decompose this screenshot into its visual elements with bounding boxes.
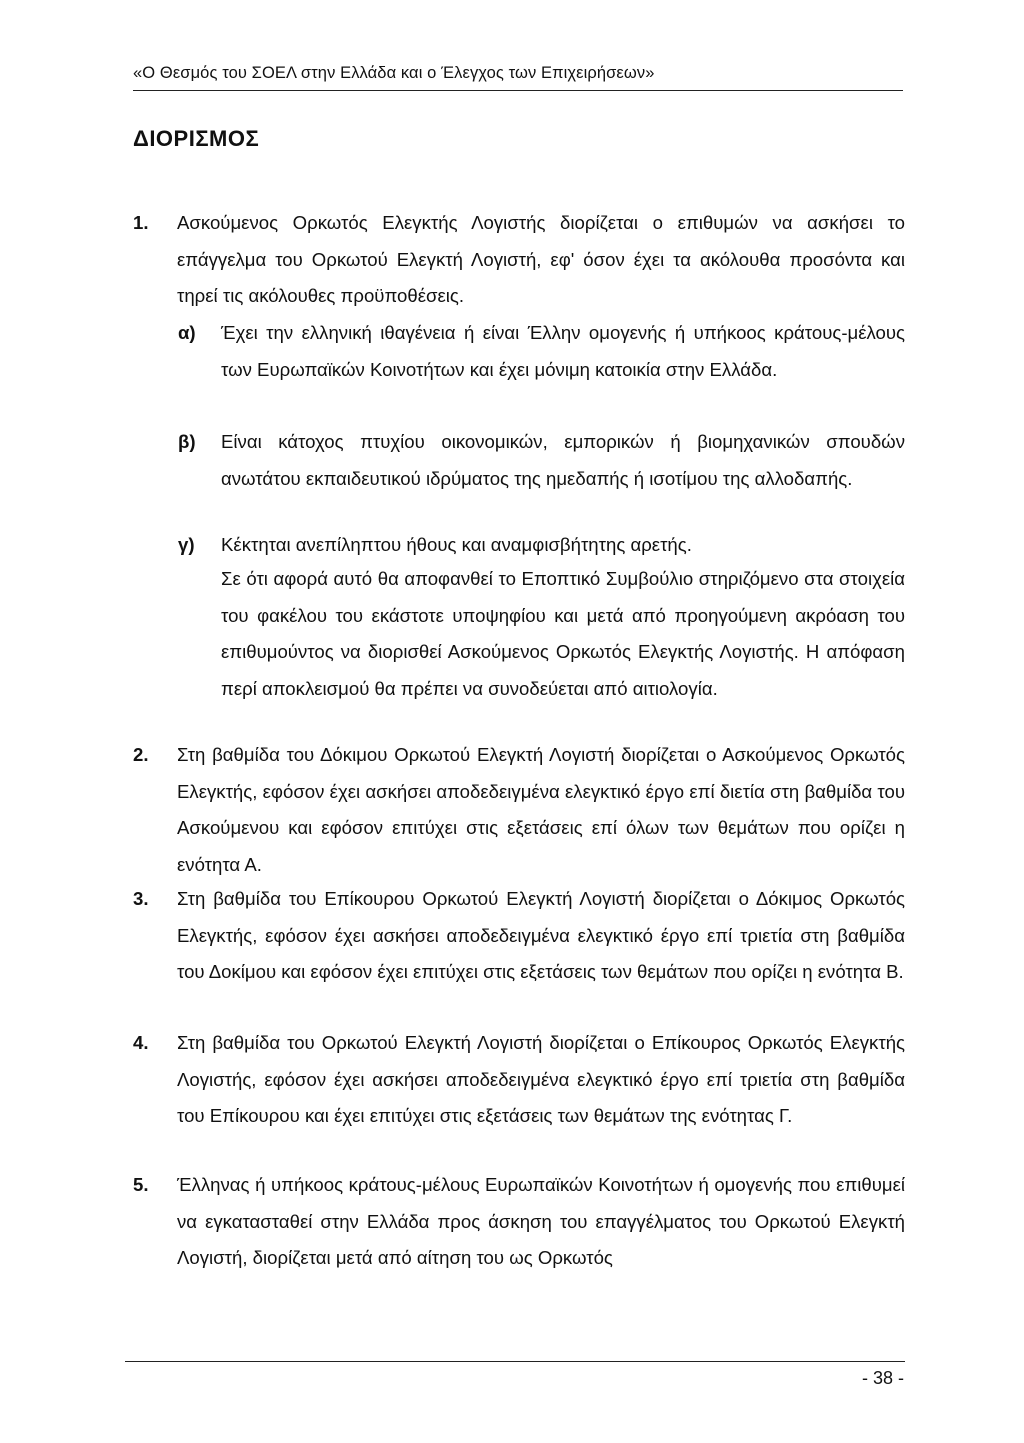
item-2-text: Στη βαθμίδα του Δόκιμου Ορκωτού Ελεγκτή Λογιστή διορίζεται ο Ασκούμενος Ορκωτός Ελεγκτής, εφόσον έχει ασκήσει αποδεδειγμένα ελεγκτικό έργο επί διετία στη βαθμίδα του Ασκούμενου και εφόσον επιτύχει στις εξετάσεις επί όλων των θεμάτων που ορίζει η ενότητα Α. xyxy=(177,744,905,876)
subitem-a-text: Έχει την ελληνική ιθαγένεια ή είναι Έλλην ομογενής ή υπήκοος κράτους-μέλους των Ευρωπαϊκών Κοινοτήτων και έχει μόνιμη κατοικία στην Ελλάδα. xyxy=(221,322,905,380)
subitem-c-text: Κέκτηται ανεπίληπτου ήθους και αναμφισβήτητης αρετής. xyxy=(221,534,692,555)
subitem-b-label: β) xyxy=(178,431,196,452)
item-4-text: Στη βαθμίδα του Ορκωτού Ελεγκτή Λογιστή διορίζεται ο Επίκουρος Ορκωτός Ελεγκτής Λογιστής, εφόσον έχει ασκήσει αποδεδειγμένα ελεγκτικό έργο επί τριετία στη βαθμίδα του Επίκουρου και έχει επιτύχει στις εξετάσεις των θεμάτων της ενότητας Γ. xyxy=(177,1032,905,1127)
item-2-number: 2. xyxy=(133,744,149,765)
subitem-b-text: Είναι κάτοχος πτυχίου οικονομικών, εμπορικών ή βιομηχανικών σπουδών ανωτάτου εκπαιδευτικού ιδρύματος της ημεδαπής ή ισοτίμου της αλλοδαπής. xyxy=(221,431,905,489)
page-number: - 38 - xyxy=(861,1368,904,1388)
header-rule xyxy=(133,90,903,91)
subitem-a-label: α) xyxy=(178,322,196,343)
item-3-number: 3. xyxy=(133,888,149,909)
item-5-text: Έλληνας ή υπήκοος κράτους-μέλους Ευρωπαϊκών Κοινοτήτων ή ομογενής που επιθυμεί να εγκατασταθεί στην Ελλάδα προς άσκηση του επαγγέλματος του Ορκωτού Ελεγκτή Λογιστή, διορίζεται μετά από αίτηση του ως Ορκωτός xyxy=(177,1174,905,1269)
item-1-number: 1. xyxy=(133,212,149,233)
item-3-text: Στη βαθμίδα του Επίκουρου Ορκωτού Ελεγκτή Λογιστή διορίζεται ο Δόκιμος Ορκωτός Ελεγκτής, εφόσον έχει ασκήσει αποδεδειγμένα ελεγκτικό έργο επί τριετία στη βαθμίδα του Δοκίμου και εφόσον έχει επιτύχει στις εξετάσεις των θεμάτων που ορίζει η ενότητα Β. xyxy=(177,888,905,983)
running-header: «Ο Θεσμός του ΣΟΕΛ στην Ελλάδα και ο Έλεγχος των Επιχειρήσεων» xyxy=(133,64,655,82)
item-1-text: Ασκούμενος Ορκωτός Ελεγκτής Λογιστής διορίζεται ο επιθυμών να ασκήσει το επάγγελμα του Ορκωτού Ελεγκτή Λογιστή, εφ' όσον έχει τα ακόλουθα προσόντα και τηρεί τις ακόλουθες προϋποθέσεις. xyxy=(177,212,905,307)
subitem-c-label: γ) xyxy=(178,534,195,555)
item-5-number: 5. xyxy=(133,1174,149,1195)
section-title: ΔΙΟΡΙΣΜΟΣ xyxy=(133,126,260,151)
item-1-closing: Σε ότι αφορά αυτό θα αποφανθεί το Εποπτικό Συμβούλιο στηριζόμενο στα στοιχεία του φακέλου του εκάστοτε υποψηφίου και μετά από προηγούμενη ακρόαση του επιθυμούντος να διορισθεί Ασκούμενος Ορκωτός Ελεγκτής Λογιστής. Η απόφαση περί αποκλεισμού θα πρέπει να συνοδεύεται από αιτιολογία. xyxy=(221,568,905,700)
footer-rule xyxy=(125,1361,905,1362)
item-4-number: 4. xyxy=(133,1032,149,1053)
